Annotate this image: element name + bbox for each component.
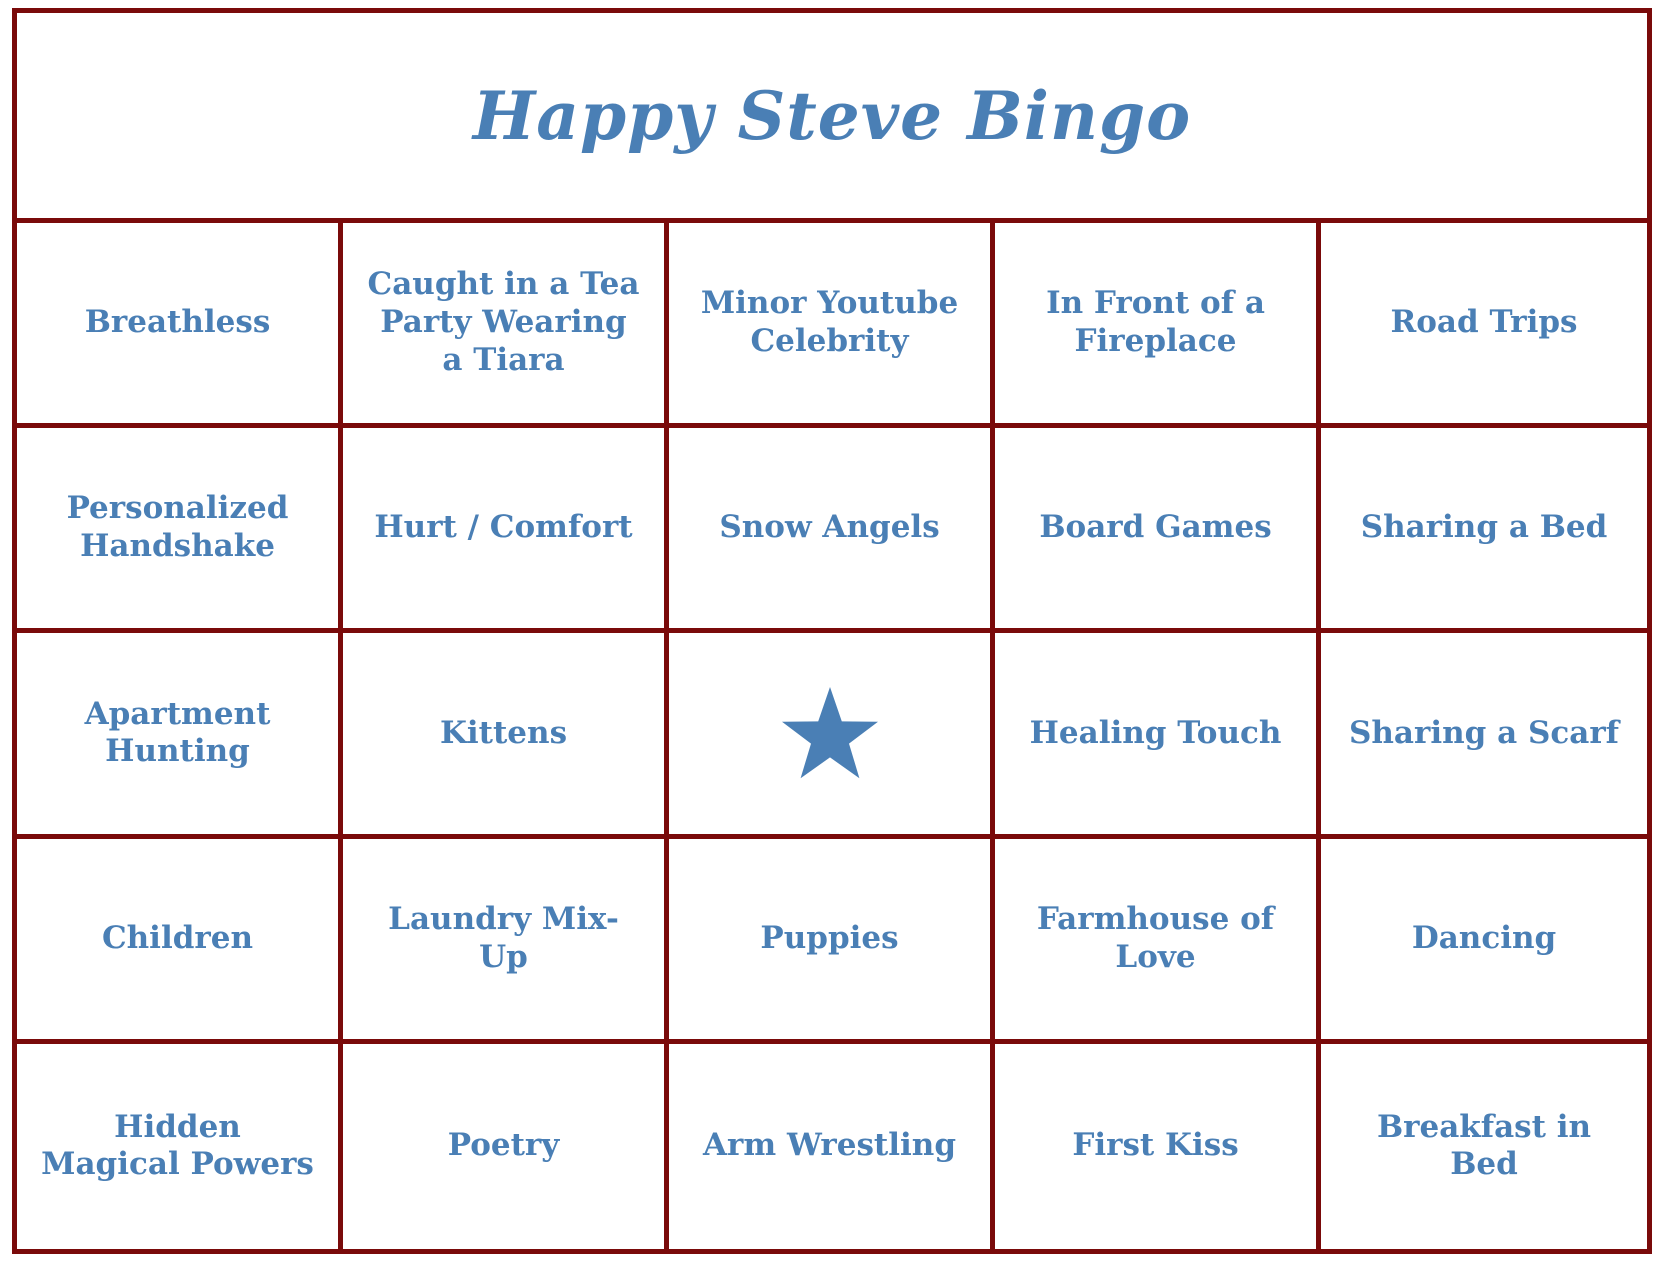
bingo-cell-label: Road Trips [1390, 304, 1578, 341]
bingo-cell[interactable] [1321, 633, 1647, 838]
bingo-cell[interactable] [343, 633, 669, 838]
bingo-cell-label: First Kiss [1072, 1127, 1239, 1164]
bingo-cell-label: Snow Angels [719, 509, 940, 546]
bingo-cell[interactable] [669, 839, 995, 1044]
bingo-cell[interactable] [669, 223, 995, 428]
bingo-cell-label: Board Games [1039, 509, 1272, 546]
bingo-cell[interactable] [17, 223, 343, 428]
bingo-cell-label: Puppies [760, 919, 899, 956]
bingo-cell[interactable] [17, 1044, 343, 1249]
bingo-cell[interactable] [343, 839, 669, 1044]
bingo-cell-label: Breathless [84, 304, 271, 341]
bingo-cell-label: Healing Touch [1029, 714, 1282, 751]
bingo-cell[interactable] [995, 839, 1321, 1044]
bingo-cell-label: Breakfast in Bed [1376, 1108, 1592, 1183]
bingo-cell[interactable] [17, 633, 343, 838]
bingo-cell-label: In Front of a Fireplace [1046, 285, 1265, 360]
bingo-cell[interactable] [17, 428, 343, 633]
bingo-cell-label: Laundry Mix-Up [388, 900, 619, 975]
bingo-cell-label: Dancing [1411, 919, 1557, 956]
bingo-cell-label: Sharing a Scarf [1348, 714, 1620, 751]
bingo-cell-label: Apartment Hunting [84, 695, 271, 770]
bingo-cell-label: Minor Youtube Celebrity [700, 285, 959, 360]
bingo-cell-label: Sharing a Bed [1360, 509, 1608, 546]
bingo-cell[interactable] [1321, 223, 1647, 428]
bingo-cell-label: Farmhouse of Love [1036, 900, 1275, 975]
bingo-cell[interactable] [343, 223, 669, 428]
page-title: Happy Steve Bingo [472, 76, 1192, 155]
bingo-cell-label: Kittens [439, 714, 568, 751]
bingo-card [12, 8, 1652, 1254]
bingo-cell[interactable] [995, 1044, 1321, 1249]
bingo-cell[interactable] [669, 428, 995, 633]
free-space-cell[interactable] [669, 633, 995, 838]
title-row [17, 13, 1647, 223]
bingo-cell-label: Arm Wrestling [703, 1127, 956, 1164]
bingo-cell[interactable] [1321, 839, 1647, 1044]
bingo-cell[interactable] [995, 428, 1321, 633]
bingo-cell[interactable] [1321, 1044, 1647, 1249]
bingo-cell[interactable] [995, 633, 1321, 838]
star-icon [780, 685, 880, 781]
bingo-cell-label: Caught in a Tea Party Wearing a Tiara [367, 266, 640, 378]
bingo-cell-label: Personalized Handshake [66, 490, 289, 565]
bingo-cell-label: Hidden Magical Powers [41, 1108, 314, 1183]
bingo-cell[interactable] [669, 1044, 995, 1249]
bingo-cell-label: Hurt / Comfort [374, 509, 633, 546]
bingo-cell[interactable] [343, 428, 669, 633]
bingo-cell-label: Children [101, 919, 254, 956]
bingo-cell[interactable] [17, 839, 343, 1044]
bingo-cell-label: Poetry [447, 1127, 560, 1164]
bingo-cell[interactable] [1321, 428, 1647, 633]
bingo-cell[interactable] [995, 223, 1321, 428]
bingo-grid [17, 223, 1647, 1249]
bingo-cell[interactable] [343, 1044, 669, 1249]
